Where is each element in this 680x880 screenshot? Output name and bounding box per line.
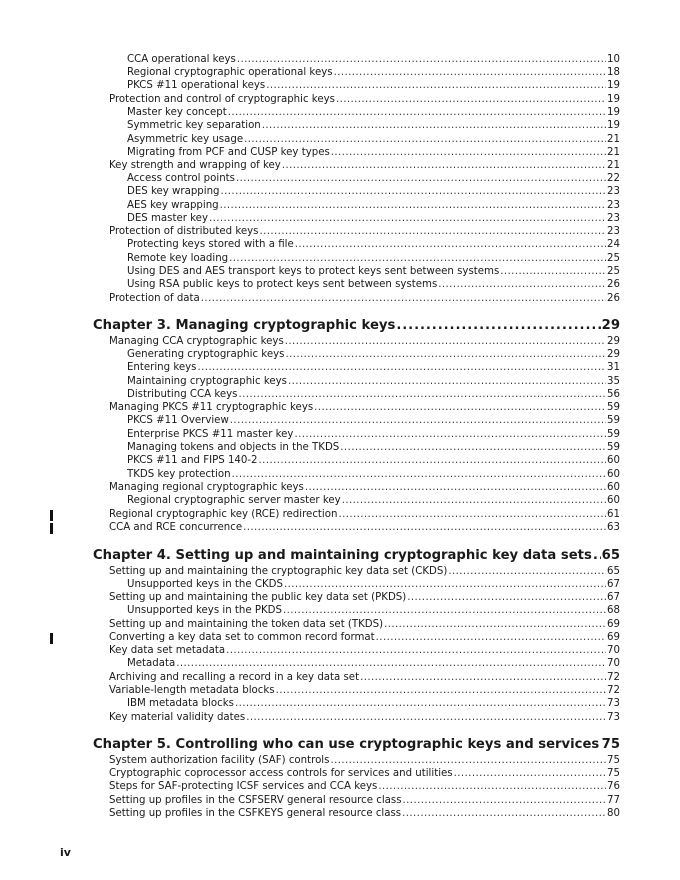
toc-entry-label: Setting up and maintaining the public key data set (PKDS) [109, 592, 407, 603]
toc-entry-label: Regional cryptographic server master key [127, 495, 341, 506]
toc-entry-label: Managing CCA cryptographic keys [109, 336, 284, 347]
toc-entry[interactable] [109, 780, 620, 793]
toc-entry-page: 68 [607, 605, 620, 616]
leader-dots [244, 133, 606, 146]
toc-entry-page: 75 [607, 755, 620, 766]
toc-entry-label: Enterprise PKCS #11 master key [127, 429, 294, 440]
toc-entry-page: 19 [607, 120, 620, 131]
toc-chapter-page: 65 [601, 548, 620, 563]
toc-entry-label: AES key wrapping [127, 200, 219, 211]
toc-entry-page: 59 [607, 429, 620, 440]
toc-entry-page: 19 [607, 94, 620, 105]
toc-entry-page: 70 [607, 658, 620, 669]
toc-entry-label: Converting a key data set to common record format [109, 632, 375, 643]
leader-dots [384, 618, 606, 631]
toc-entry-label: System authorization facility (SAF) controls [109, 755, 330, 766]
toc-entry[interactable] [109, 711, 620, 724]
toc-entry-page: 76 [607, 781, 620, 792]
toc-entry[interactable] [109, 767, 620, 780]
leader-dots [338, 508, 606, 521]
toc-entry-page: 60 [607, 482, 620, 493]
leader-dots [396, 318, 600, 334]
toc-entry-page: 26 [607, 293, 620, 304]
toc-entry-label: Protection and control of cryptographic keys [109, 94, 335, 105]
toc-entry-label: CCA operational keys [127, 54, 236, 65]
toc-entry[interactable] [109, 401, 620, 414]
toc-entry[interactable] [109, 754, 620, 767]
leader-dots [342, 494, 606, 507]
toc-entry[interactable] [127, 133, 620, 146]
leader-dots [285, 348, 606, 361]
toc-entry-label: Regional cryptographic operational keys [127, 67, 333, 78]
toc-entry-page: 67 [607, 579, 620, 590]
toc-entry-page: 24 [607, 239, 620, 250]
leader-dots [246, 711, 606, 724]
toc-entry-label: Remote key loading [127, 253, 229, 264]
leader-dots [448, 565, 606, 578]
toc-entry-page: 18 [607, 67, 620, 78]
toc-chapter-label: Chapter 4. Setting up and maintaining cryptographic key data sets [93, 548, 592, 563]
toc-entry[interactable] [127, 278, 620, 291]
leader-dots [500, 265, 606, 278]
toc-entry-page: 22 [607, 173, 620, 184]
toc-entry[interactable] [109, 292, 620, 305]
toc-entry[interactable] [127, 454, 620, 467]
leader-dots [276, 684, 606, 697]
toc-entry[interactable] [127, 66, 620, 79]
toc-entry-label: PKCS #11 Overview [127, 415, 229, 426]
toc-entry-label: CCA and RCE concurrence [109, 522, 243, 533]
toc-entry[interactable] [127, 79, 620, 92]
toc-entry[interactable] [127, 361, 620, 374]
toc-entry-page: 31 [607, 362, 620, 373]
toc-entry-page: 59 [607, 442, 620, 453]
toc-entry-label: Setting up profiles in the CSFSERV general resource class [109, 795, 402, 806]
toc-entry[interactable] [109, 807, 620, 820]
toc-entry[interactable] [109, 684, 620, 697]
toc-entry-page: 23 [607, 226, 620, 237]
toc-entry[interactable] [109, 671, 620, 684]
leader-dots [454, 767, 606, 780]
toc-entry-page: 23 [607, 186, 620, 197]
toc-entry[interactable] [109, 225, 620, 238]
leader-dots [336, 93, 606, 106]
toc-entry-page: 59 [607, 402, 620, 413]
toc-entry-label: Migrating from PCF and CUSP key types [127, 147, 330, 158]
toc-chapter-label: Chapter 5. Controlling who can use cryptographic keys and services [93, 737, 600, 752]
toc-entry-label: DES key wrapping [127, 186, 220, 197]
toc-entry-page: 21 [607, 134, 620, 145]
toc-entry-page: 60 [607, 455, 620, 466]
toc-entry-page: 60 [607, 469, 620, 480]
leader-dots [403, 794, 607, 807]
toc-entry-page: 23 [607, 213, 620, 224]
toc-entry[interactable] [109, 93, 620, 106]
leader-dots [305, 481, 606, 494]
leader-dots [228, 106, 606, 119]
toc-entry-label: Setting up and maintaining the token data set (TKDS) [109, 619, 384, 630]
toc-entry-label: Using DES and AES transport keys to protect keys sent between systems [127, 266, 500, 277]
leader-dots [314, 401, 606, 414]
toc-entry[interactable] [127, 106, 620, 119]
leader-dots [220, 199, 606, 212]
leader-dots [266, 79, 606, 92]
toc-entry[interactable] [127, 578, 620, 591]
toc-entry[interactable] [127, 414, 620, 427]
leader-dots [378, 780, 606, 793]
leader-dots [262, 119, 606, 132]
leader-dots [340, 441, 606, 454]
toc-entry-label: Distributing CCA keys [127, 389, 238, 400]
toc-entry-label: Key material validity dates [109, 712, 246, 723]
toc-entry-label: IBM metadata blocks [127, 698, 234, 709]
toc-entry[interactable] [127, 441, 620, 454]
toc-entry-page: 67 [607, 592, 620, 603]
toc-entry-page: 60 [607, 495, 620, 506]
toc-entry-label: Using RSA public keys to protect keys sent between systems [127, 279, 438, 290]
toc-entry-page: 35 [607, 376, 620, 387]
toc-entry[interactable] [109, 618, 620, 631]
leader-dots [288, 375, 606, 388]
toc-entry-page: 29 [607, 349, 620, 360]
toc-entry-label: Access control points [127, 173, 235, 184]
leader-dots [201, 292, 606, 305]
toc-entry-page: 61 [607, 509, 620, 520]
leader-dots [197, 361, 606, 374]
leader-dots [330, 754, 606, 767]
leader-dots [331, 146, 606, 159]
toc-entry-label: Metadata [127, 658, 176, 669]
toc-entry[interactable] [127, 494, 620, 507]
toc-entry-label: PKCS #11 and FIPS 140-2 [127, 455, 258, 466]
toc-entry[interactable] [127, 604, 620, 617]
toc-entry-label: PKCS #11 operational keys [127, 80, 266, 91]
toc-entry-label: Protection of data [109, 293, 200, 304]
toc-entry-page: 65 [607, 566, 620, 577]
leader-dots [376, 631, 606, 644]
toc-chapter-page: 29 [601, 318, 620, 333]
toc-entry-label: Master key concept [127, 107, 227, 118]
toc-entry[interactable] [109, 794, 620, 807]
toc-entry-label: Key data set metadata [109, 645, 226, 656]
toc-entry-label: Variable-length metadata blocks [109, 685, 275, 696]
toc-entry[interactable] [109, 565, 620, 578]
leader-dots [230, 414, 606, 427]
toc-entry-page: 25 [607, 253, 620, 264]
leader-dots [226, 644, 606, 657]
toc-entry-page: 21 [607, 147, 620, 158]
leader-dots [237, 53, 606, 66]
toc-entry[interactable] [127, 697, 620, 710]
toc-chapter-page: 75 [601, 737, 620, 752]
toc-entry[interactable] [109, 591, 620, 604]
toc-entry-label: Setting up profiles in the CSFKEYS general resource class [109, 808, 402, 819]
leader-dots [282, 159, 606, 172]
leader-dots [593, 548, 601, 564]
page-number: iv [60, 846, 71, 859]
toc-entry[interactable] [127, 185, 620, 198]
toc-entry[interactable] [127, 375, 620, 388]
toc-entry-page: 19 [607, 80, 620, 91]
leader-dots [402, 807, 606, 820]
leader-dots [295, 238, 606, 251]
toc-entry-page: 75 [607, 768, 620, 779]
toc-entry-page: 26 [607, 279, 620, 290]
leader-dots [284, 578, 606, 591]
leader-dots [236, 172, 606, 185]
toc-entry[interactable] [127, 428, 620, 441]
leader-dots [259, 454, 606, 467]
toc-entry[interactable] [109, 159, 620, 172]
toc-entry[interactable] [127, 252, 620, 265]
leader-dots [232, 468, 606, 481]
change-bar [50, 633, 53, 644]
toc-entry-label: Managing regional cryptographic keys [109, 482, 304, 493]
toc-entry[interactable] [127, 265, 620, 278]
toc-entry[interactable] [127, 657, 620, 670]
toc-entry-page: 10 [607, 54, 620, 65]
toc-entry[interactable] [127, 53, 620, 66]
change-bar [50, 523, 53, 534]
toc-entry[interactable] [127, 212, 620, 225]
toc-entry[interactable] [109, 631, 620, 644]
leader-dots [221, 185, 607, 198]
toc-entry-page: 72 [607, 672, 620, 683]
toc-entry-page: 69 [607, 619, 620, 630]
leader-dots [176, 657, 606, 670]
toc-entry-page: 80 [607, 808, 620, 819]
toc-entry-label: Regional cryptographic key (RCE) redirection [109, 509, 338, 520]
toc-entry-label: Entering keys [127, 362, 197, 373]
toc-entry-page: 29 [607, 336, 620, 347]
leader-dots [283, 604, 606, 617]
toc-chapter-heading[interactable] [93, 548, 620, 564]
toc-entry-page: 23 [607, 200, 620, 211]
toc-entry-page: 73 [607, 698, 620, 709]
toc-chapter-label: Chapter 3. Managing cryptographic keys [93, 318, 396, 333]
leader-dots [243, 521, 606, 534]
toc-entry[interactable] [109, 521, 620, 534]
toc-entry-label: Key strength and wrapping of key [109, 160, 281, 171]
toc-entry[interactable] [127, 348, 620, 361]
toc-entry-label: Setting up and maintaining the cryptographic key data set (CKDS) [109, 566, 448, 577]
toc-entry[interactable] [127, 172, 620, 185]
toc-entry[interactable] [109, 644, 620, 657]
toc-entry-label: TKDS key protection [127, 469, 231, 480]
toc-entry-label: Archiving and recalling a record in a key data set [109, 672, 360, 683]
toc-entry-label: DES master key [127, 213, 208, 224]
toc-entry[interactable] [109, 508, 620, 521]
leader-dots [235, 697, 606, 710]
toc-entry[interactable] [127, 468, 620, 481]
toc-entry-label: Managing tokens and objects in the TKDS [127, 442, 340, 453]
leader-dots [294, 428, 606, 441]
toc-entry[interactable] [127, 199, 620, 212]
toc-entry-page: 69 [607, 632, 620, 643]
toc-entry-label: Symmetric key separation [127, 120, 261, 131]
toc-entry-label: Maintaining cryptographic keys [127, 376, 287, 387]
toc-entry-page: 25 [607, 266, 620, 277]
toc-chapter-heading[interactable] [93, 737, 620, 753]
toc-entry-label: Asymmetric key usage [127, 134, 244, 145]
toc-entry-page: 21 [607, 160, 620, 171]
toc-entry[interactable] [127, 238, 620, 251]
toc-entry[interactable] [127, 146, 620, 159]
toc-entry-page: 19 [607, 107, 620, 118]
toc-entry[interactable] [127, 388, 620, 401]
toc-entry-label: Cryptographic coprocessor access controls for services and utilities [109, 768, 453, 779]
toc-entry-page: 72 [607, 685, 620, 696]
leader-dots [209, 212, 606, 225]
toc-entry[interactable] [109, 481, 620, 494]
leader-dots [259, 225, 606, 238]
toc-entry-page: 59 [607, 415, 620, 426]
leader-dots [360, 671, 606, 684]
change-bar [50, 510, 53, 521]
toc-entry-label: Managing PKCS #11 cryptographic keys [109, 402, 314, 413]
leader-dots [285, 335, 606, 348]
toc-entry-label: Protection of distributed keys [109, 226, 259, 237]
toc-entry-page: 70 [607, 645, 620, 656]
toc-entry-label: Steps for SAF-protecting ICSF services and CCA keys [109, 781, 378, 792]
leader-dots [229, 252, 606, 265]
leader-dots [334, 66, 606, 79]
toc-entry-label: Generating cryptographic keys [127, 349, 285, 360]
toc-entry-label: Unsupported keys in the PKDS [127, 605, 282, 616]
toc-entry-page: 73 [607, 712, 620, 723]
toc-entry[interactable] [109, 335, 620, 348]
leader-dots [407, 591, 606, 604]
toc-entry-label: Protecting keys stored with a file [127, 239, 294, 250]
toc-entry-page: 56 [607, 389, 620, 400]
toc-entry-label: Unsupported keys in the CKDS [127, 579, 283, 590]
toc-entry-page: 63 [607, 522, 620, 533]
toc-entry-page: 77 [607, 795, 620, 806]
toc-entry[interactable] [127, 119, 620, 132]
leader-dots [438, 278, 606, 291]
leader-dots [238, 388, 606, 401]
toc-chapter-heading[interactable] [93, 318, 620, 334]
